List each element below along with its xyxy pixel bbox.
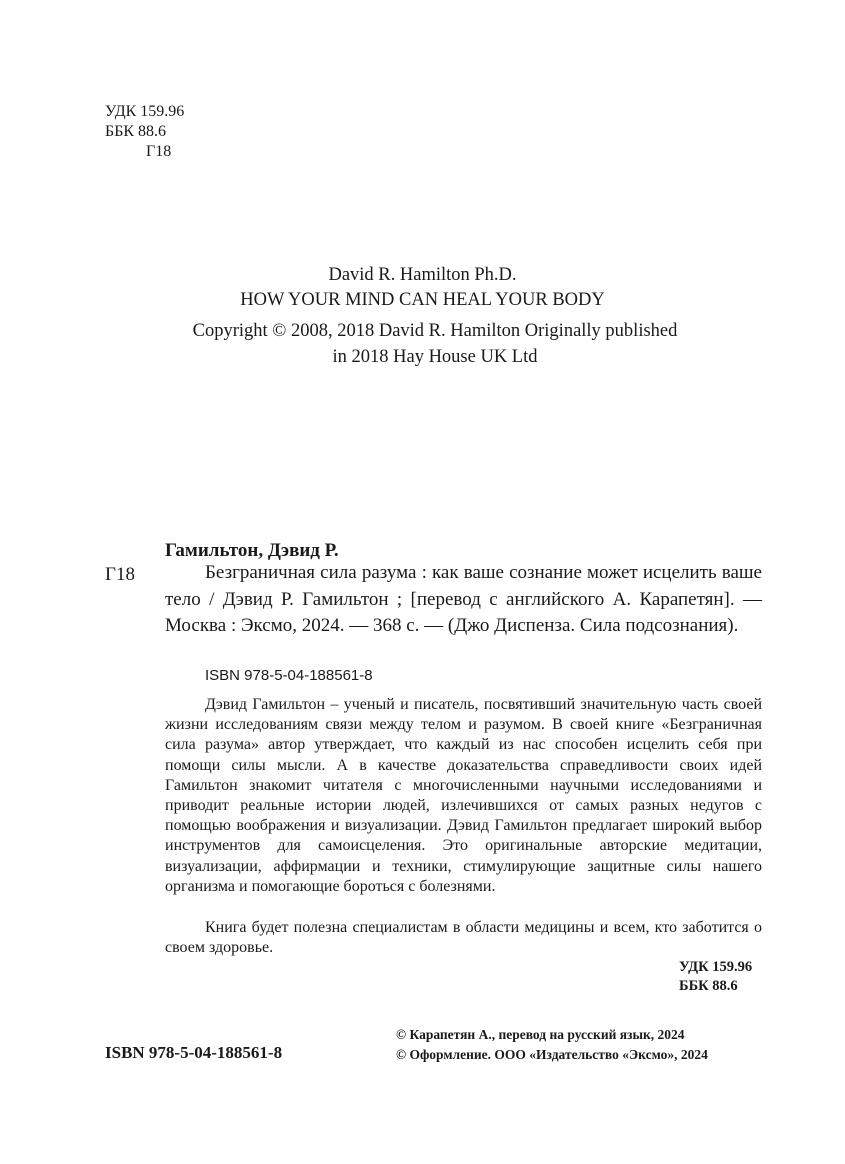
udk-code: УДК 159.96 — [105, 103, 185, 120]
footer-copyrights — [396, 1025, 708, 1065]
copyright-line-1: Copyright © 2008, 2018 David R. Hamilton Originally published — [192, 321, 678, 341]
footer-bbk: ББК 88.6 — [679, 978, 738, 994]
catalog-author-heading: Гамильтон, Дэвид Р. — [165, 540, 339, 561]
footer-codes — [679, 958, 752, 996]
classification-codes — [105, 102, 184, 162]
footer-udk: УДК 159.96 — [679, 959, 753, 975]
bbk-code: ББК 88.6 — [105, 123, 167, 140]
annotation-paragraph-2: Книга будет полезна специалистам в области медицины и всем, кто заботится о своем здоровье. — [165, 919, 762, 957]
annotation-paragraph-1: Дэвид Гамильтон – ученый и писатель, посвятивший значительную часть своей жизни исследованиям связи между телом и разумом. В своей книге «Безграничная сила разума» автор утверждает, что каждый из нас способен исцелить себя при помощи силы мысли. А в качестве доказательства справедливости своих идей Гамильтон знакомит читателя с многочисленными научными исследованиями и приводит реальные истории людей, излечившихся от самых разных недугов с помощью воображения и визуализации. Дэвид Гамильтон предлагает широкий выбор инструментов для самоисцеления. Это оригинальные авторские медитации, визуализации, аффирмации и техники, стимулирующие защитные силы нашего организма и помогающие бороться с болезнями. — [165, 696, 762, 895]
catalog-entry: Безграничная сила разума : как ваше сознание может исцелить ваше тело / Дэвид Р. Гамильтон ; [перевод с английского А. Карапетян]. — Москва : Эксмо, 2024. — 368 с. — (Джо Диспенза. Сила подсознания). — [165, 562, 762, 636]
catalog-isbn: ISBN 978-5-04-188561-8 — [205, 667, 373, 684]
copyright-translation: © Карапетян А., перевод на русский язык, 2024 — [396, 1027, 685, 1042]
copyright-design: © Оформление. ООО «Издательство «Эксмо», 2024 — [396, 1047, 708, 1062]
author-code: Г18 — [146, 143, 172, 160]
original-author: David R. Hamilton Ph.D. — [328, 265, 517, 285]
footer-isbn: ISBN 978-5-04-188561-8 — [105, 1043, 283, 1062]
catalog-author-code: Г18 — [105, 564, 135, 585]
original-copyright — [165, 318, 705, 370]
original-title: HOW YOUR MIND CAN HEAL YOUR BODY — [240, 290, 605, 310]
copyright-line-2: in 2018 Hay House UK Ltd — [332, 347, 538, 367]
